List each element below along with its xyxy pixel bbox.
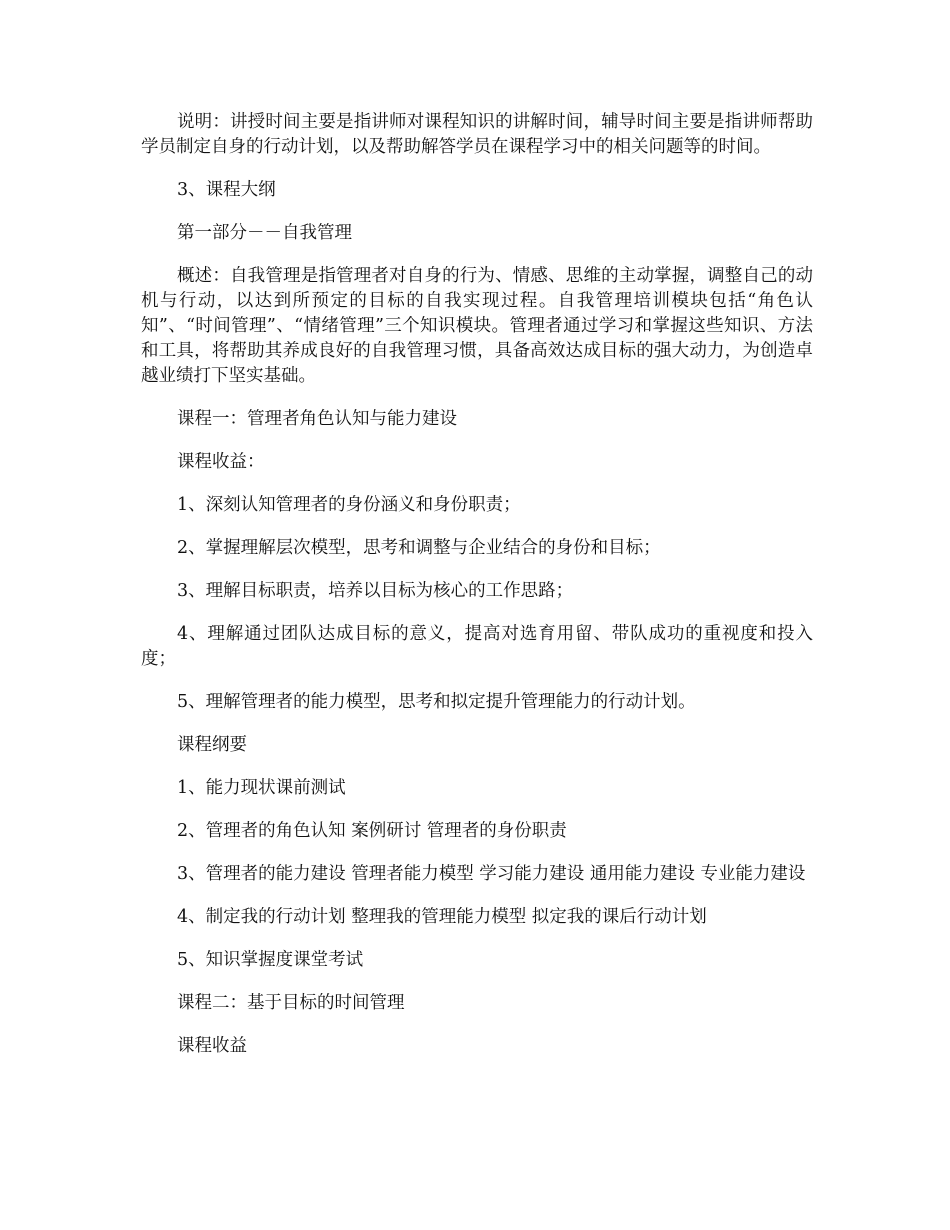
overview-paragraph: 概述：自我管理是指管理者对自身的行为、情感、思维的主动掌握，调整自己的动机与行动，以达到所预定的目标的自我实现过程。自我管理培训模块包括“角色认知”、“时间管理”、“情绪管理”三个知识模块。管理者通过学习和掌握这些知识、方法和工具，将帮助其养成良好的自我管理习惯，具备高效达成目标的强大动力，为创造卓越业绩打下坚实基础。 — [141, 266, 813, 386]
course-outline-heading: 课程纲要 — [177, 735, 247, 755]
course-one-benefits-heading: 课程收益： — [177, 452, 265, 472]
benefit-item: 4、理解通过团队达成目标的意义，提高对选育用留、带队成功的重视度和投入度； — [141, 624, 813, 669]
part-heading-self-management: 第一部分－－自我管理 — [177, 223, 352, 243]
benefit-item: 1、深刻认知管理者的身份涵义和身份职责； — [177, 495, 521, 515]
document-body — [141, 110, 813, 1077]
course-two-benefits-heading: 课程收益 — [177, 1036, 247, 1056]
section-heading-outline: 3、课程大纲 — [177, 180, 276, 200]
benefit-item: 2、掌握理解层次模型，思考和调整与企业结合的身份和目标； — [177, 538, 661, 558]
outline-item: 4、制定我的行动计划 整理我的管理能力模型 拟定我的课后行动计划 — [177, 907, 707, 927]
benefit-item: 3、理解目标职责，培养以目标为核心的工作思路； — [177, 581, 574, 601]
course-one-title: 课程一：管理者角色认知与能力建设 — [177, 409, 457, 429]
outline-item: 3、管理者的能力建设 管理者能力模型 学习能力建设 通用能力建设 专业能力建设 — [177, 864, 806, 884]
note-paragraph: 说明：讲授时间主要是指讲师对课程知识的讲解时间，辅导时间主要是指讲师帮助学员制定自身的行动计划，以及帮助解答学员在课程学习中的相关问题等的时间。 — [141, 112, 813, 157]
outline-item: 2、管理者的角色认知 案例研讨 管理者的身份职责 — [177, 821, 567, 841]
outline-item: 1、能力现状课前测试 — [177, 778, 346, 798]
benefit-item: 5、理解管理者的能力模型，思考和拟定提升管理能力的行动计划。 — [177, 692, 696, 712]
course-two-title: 课程二：基于目标的时间管理 — [177, 993, 405, 1013]
outline-item: 5、知识掌握度课堂考试 — [177, 950, 364, 970]
